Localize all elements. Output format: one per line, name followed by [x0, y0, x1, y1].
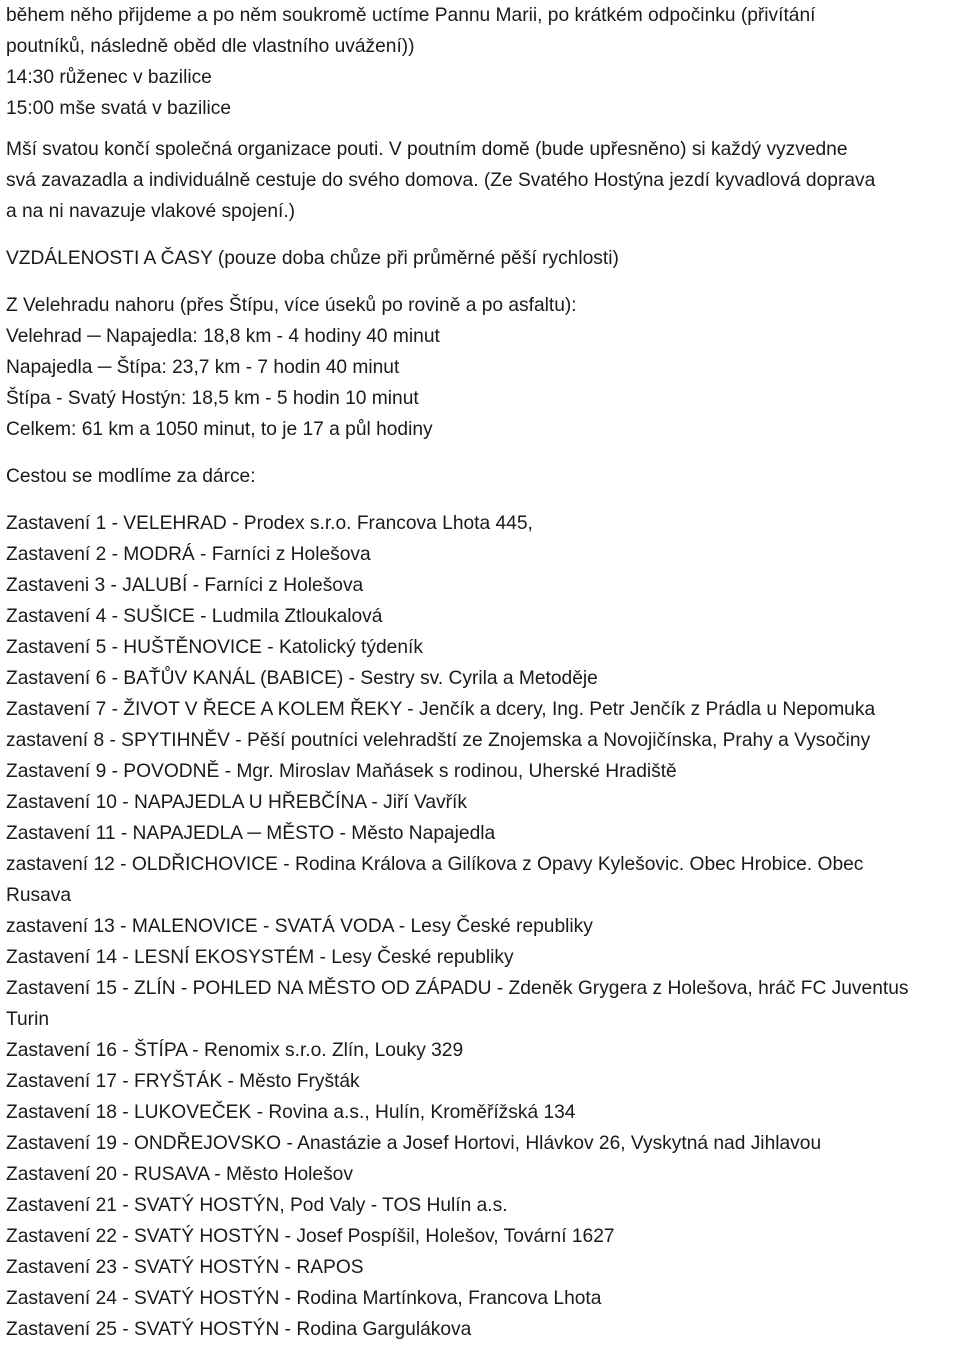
list-item: zastavení 12 - OLDŘICHOVICE - Rodina Králova a Gilíkova z Opavy Kylešovic. Obec Hrobice. Obec — [6, 854, 864, 875]
list-item: Rusava — [6, 885, 72, 906]
end-paragraph — [6, 134, 960, 227]
list-item: Zastavení 2 - MODRÁ - Farníci z Holešova — [6, 544, 371, 565]
list-item: Zastavení 9 - POVODNĚ - Mgr. Miroslav Maňásek s rodinou, Uherské Hradiště — [6, 761, 677, 782]
end-line: a na ni navazuje vlakové spojení.) — [6, 201, 296, 222]
list-item: Zastavení 17 - FRYŠTÁK - Město Fryšták — [6, 1071, 360, 1092]
route-line: Velehrad ─ Napajedla: 18,8 km - 4 hodiny 40 minut — [6, 326, 440, 347]
list-item: Zastavení 14 - LESNÍ EKOSYSTÉM - Lesy České republiky — [6, 947, 514, 968]
list-item: Zastavení 5 - HUŠTĚNOVICE - Katolický týdeník — [6, 637, 423, 658]
list-item: Zastavení 7 - ŽIVOT V ŘECE A KOLEM ŘEKY - Jenčík a dcery, Ing. Petr Jenčík z Prádla u Nepomuka — [6, 699, 876, 720]
list-item: Zastavení 18 - LUKOVEČEK - Rovina a.s., Hulín, Kroměřížská 134 — [6, 1102, 576, 1123]
list-item: Zastavení 1 - VELEHRAD - Prodex s.r.o. Francova Lhota 445, — [6, 513, 533, 534]
intro-line: během něho přijdeme a po něm soukromě uctíme Pannu Marii, po krátkém odpočinku (přivítání — [6, 5, 816, 26]
route-section — [6, 290, 960, 445]
list-item: Zastavení 16 - ŠTÍPA - Renomix s.r.o. Zlín, Louky 329 — [6, 1040, 464, 1061]
list-item: Zastavení 11 - NAPAJEDLA ─ MĚSTO - Město Napajedla — [6, 823, 496, 844]
end-line: svá zavazadla a individuálně cestuje do svého domova. (Ze Svatého Hostýna jezdí kyvadlová doprava — [6, 170, 876, 191]
stops-list — [6, 508, 960, 1345]
list-item: Turin — [6, 1009, 50, 1030]
end-line: Mší svatou končí společná organizace pouti. V poutním domě (bude upřesněno) si každý vyzvedne — [6, 139, 848, 160]
donors-heading: Cestou se modlíme za dárce: — [6, 466, 256, 487]
list-item: Zastavení 4 - SUŠICE - Ludmila Ztloukalová — [6, 606, 383, 627]
list-item: zastavení 13 - MALENOVICE - SVATÁ VODA - Lesy České republiky — [6, 916, 593, 937]
list-item: Zastavení 19 - ONDŘEJOVSKO - Anastázie a Josef Hortovi, Hlávkov 26, Vyskytná nad Jihlavou — [6, 1133, 822, 1154]
intro-line: 14:30 růženec v bazilice — [6, 67, 212, 88]
list-item: Zastaveni 3 - JALUBÍ - Farníci z Holešova — [6, 575, 364, 596]
list-item: zastavení 8 - SPYTIHNĚV - Pěší poutníci velehradští ze Znojemska a Novojičínska, Prahy a Vysočiny — [6, 730, 871, 751]
route-line: Celkem: 61 km a 1050 minut, to je 17 a půl hodiny — [6, 419, 433, 440]
list-item: Zastavení 21 - SVATÝ HOSTÝN, Pod Valy - TOS Hulín a.s. — [6, 1195, 508, 1216]
list-item: Zastavení 20 - RUSAVA - Město Holešov — [6, 1164, 353, 1185]
list-item: Zastavení 23 - SVATÝ HOSTÝN - RAPOS — [6, 1257, 364, 1278]
list-item: Zastavení 15 - ZLÍN - POHLED NA MĚSTO OD ZÁPADU - Zdeněk Grygera z Holešova, hráč FC Juventus — [6, 978, 909, 999]
list-item: Zastavení 10 - NAPAJEDLA U HŘEBČÍNA - Jiří Vavřík — [6, 792, 467, 813]
distances-heading: VZDÁLENOSTI A ČASY (pouze doba chůze při průměrné pěší rychlosti) — [6, 248, 619, 269]
list-item: Zastavení 24 - SVATÝ HOSTÝN - Rodina Martínkova, Francova Lhota — [6, 1288, 602, 1309]
intro-line: poutníků, následně oběd dle vlastního uvážení)) — [6, 36, 415, 57]
route-line: Z Velehradu nahoru (přes Štípu, více úseků po rovině a po asfaltu): — [6, 295, 577, 316]
list-item: Zastavení 22 - SVATÝ HOSTÝN - Josef Pospíšil, Holešov, Tovární 1627 — [6, 1226, 615, 1247]
route-line: Štípa - Svatý Hostýn: 18,5 km - 5 hodin 10 minut — [6, 388, 419, 409]
list-item: Zastavení 6 - BAŤŮV KANÁL (BABICE) - Sestry sv. Cyrila a Metoděje — [6, 668, 598, 689]
list-item: Zastavení 25 - SVATÝ HOSTÝN - Rodina Gargulákova — [6, 1319, 472, 1340]
intro-line: 15:00 mše svatá v bazilice — [6, 98, 232, 119]
intro-paragraph — [6, 0, 960, 124]
route-line: Napajedla ─ Štípa: 23,7 km - 7 hodin 40 minut — [6, 357, 400, 378]
